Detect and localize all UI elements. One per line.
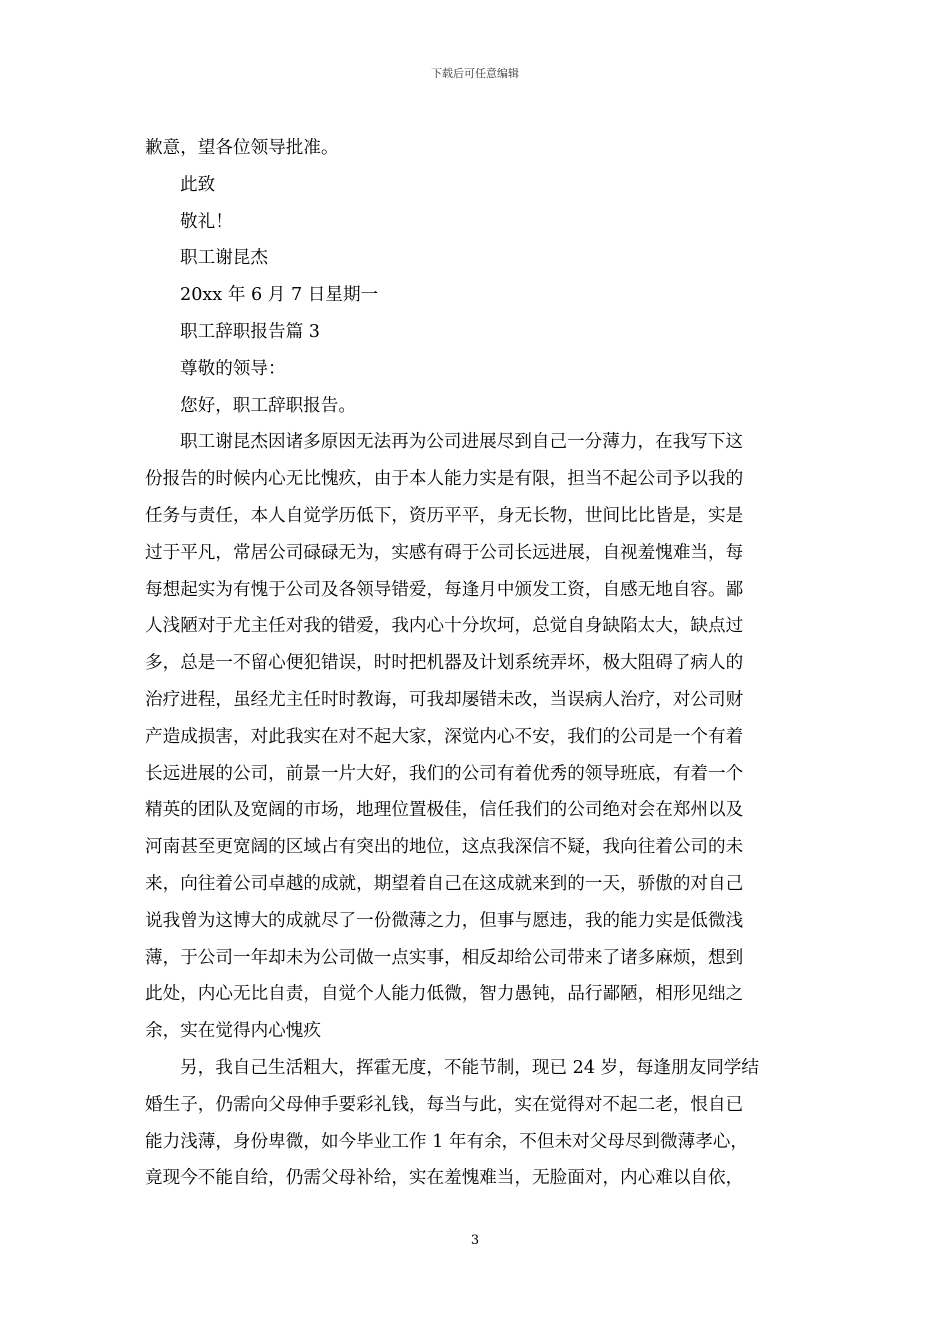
text-line: 精英的团队及宽阔的市场，地理位置极佳，信任我们的公司绝对会在郑州以及 <box>145 800 744 821</box>
text-line: 说我曾为这博大的成就尽了一份微薄之力，但事与愿违，我的能力实是低微浅 <box>145 910 744 931</box>
text-line: 任务与责任，本人自觉学历低下，资历平平，身无长物，世间比比皆是，实是 <box>145 505 744 526</box>
text-line: 治疗进程，虽经尤主任时时教诲，可我却屡错未改，当误病人治疗，对公司财 <box>145 689 744 710</box>
text-line: 人浅陋对于尤主任对我的错爱，我内心十分坎坷，总觉自身缺陷太大，缺点过 <box>145 616 744 637</box>
text-line: 职工辞职报告篇 3 <box>180 321 320 342</box>
text-line: 河南甚至更宽阔的区域占有突出的地位，这点我深信不疑，我向往着公司的未 <box>145 837 744 858</box>
text-line: 多，总是一不留心便犯错误，时时把机器及计划系统弄坏，极大阻碍了病人的 <box>145 653 744 674</box>
text-line: 婚生子，仍需向父母伸手要彩礼钱，每当与此，实在觉得对不起二老，恨自已 <box>145 1094 744 1115</box>
page-header: 下载后可任意编辑 <box>431 67 519 80</box>
text-line: 歉意，望各位领导批准。 <box>145 138 339 158</box>
text-line: 20xx 年 6 月 7 日星期一 <box>180 285 379 306</box>
text-line: 薄，于公司一年却未为公司做一点实事，相反却给公司带来了诸多麻烦，想到 <box>145 947 744 968</box>
text-line: 此处，内心无比自责，自觉个人能力低微，智力愚钝，品行鄙陋，相形见绌之 <box>145 984 744 1005</box>
text-line: 份报告的时候内心无比愧疚，由于本人能力实是有限，担当不起公司予以我的 <box>145 469 744 490</box>
text-line: 每想起实为有愧于公司及各领导错爱，每逢月中颁发工资，自感无地自容。鄙 <box>145 579 744 600</box>
text-line: 尊敬的领导： <box>180 358 286 379</box>
text-line: 竟现今不能自给，仍需父母补给，实在羞愧难当，无脸面对，内心难以自依， <box>145 1168 744 1189</box>
text-line: 此致 <box>180 174 216 195</box>
text-line: 职工谢昆杰因诸多原因无法再为公司进展尽到自己一分薄力，在我写下这 <box>180 432 744 453</box>
document-body <box>145 130 807 1197</box>
text-line: 产造成损害，对此我实在对不起大家，深觉内心不安，我们的公司是一个有着 <box>145 726 744 747</box>
page-number: 3 <box>470 1233 480 1248</box>
text-line: 另，我自己生活粗大，挥霍无度，不能节制，现已 24 岁，每逢朋友同学结 <box>180 1057 759 1078</box>
text-line: 过于平凡，常居公司碌碌无为，实感有碍于公司长远进展，自视羞愧难当，每 <box>145 542 744 563</box>
text-line: 来，向往着公司卓越的成就，期望着自己在这成就来到的一天，骄傲的对自己 <box>145 873 744 894</box>
text-line: 长远进展的公司，前景一片大好，我们的公司有着优秀的领导班底，有着一个 <box>145 763 744 784</box>
text-line: 敬礼！ <box>180 211 233 232</box>
text-line: 余，实在觉得内心愧疚 <box>145 1021 321 1042</box>
text-line: 能力浅薄，身份卑微，如今毕业工作 1 年有余，不但未对父母尽到微薄孝心， <box>145 1131 748 1152</box>
text-line: 职工谢昆杰 <box>180 248 268 269</box>
text-line: 您好，职工辞职报告。 <box>180 395 356 416</box>
